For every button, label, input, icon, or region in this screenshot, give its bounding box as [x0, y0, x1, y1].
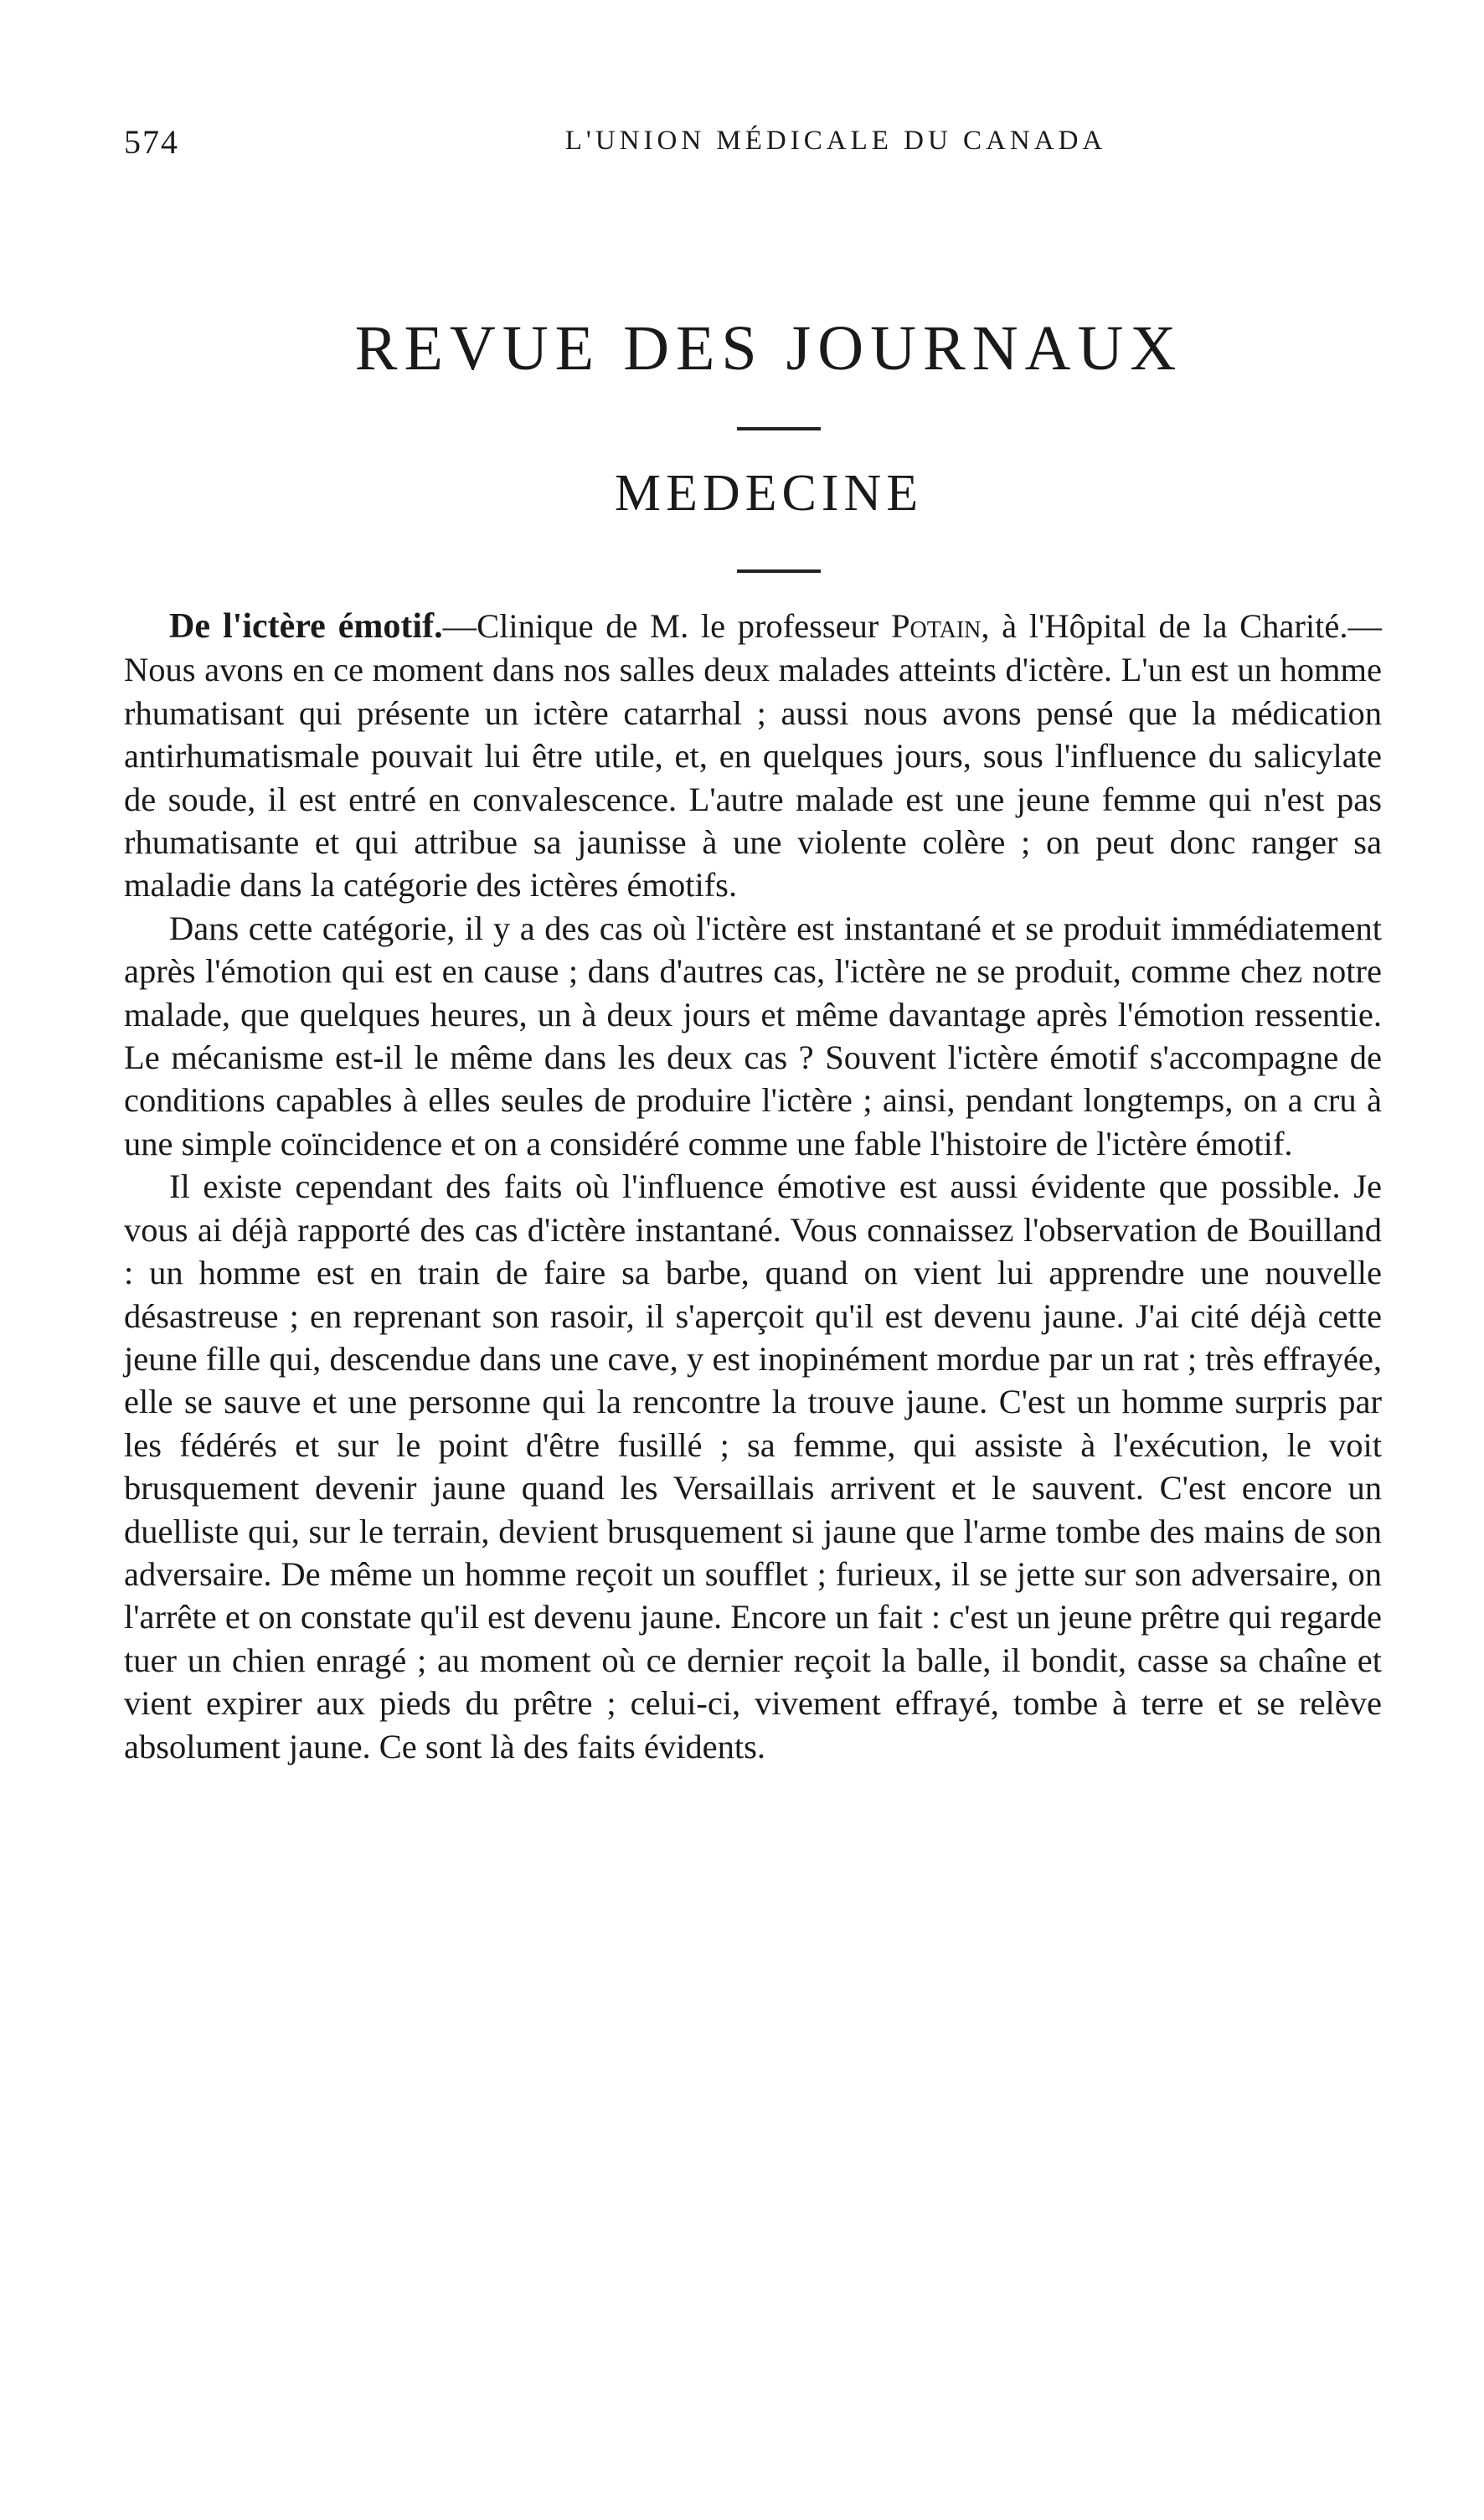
title-divider	[737, 427, 821, 430]
article-paragraph-2: Dans cette catégorie, il y a des cas où l'ictère est instantané et se produit immédiatement après l'émotion qui est en cause ; dans d'autres cas, l'ictère ne se produit, comme chez notre malade, que quelques heures, un à deux jours et même davantage après l'émotion ressentie. Le mécanisme est-il le même dans les deux cas ? Souvent l'ictère émotif s'accompagne de conditions capables à elles seules de produire l'ictère ; ainsi, pendant longtemps, on a cru à une simple coïncidence et on a considéré comme une fable l'histoire de l'ictère émotif.	[124, 909, 1382, 1162]
article-body	[124, 605, 1382, 1768]
journal-title: L'UNION MÉDICALE DU CANADA	[564, 126, 1107, 156]
article-paragraph-1	[124, 605, 1382, 907]
article-paragraph-3: Il existe cependant des faits où l'influence émotive est aussi évidente que possible. Je vous ai déjà rapporté des cas d'ictère instantané. Vous connaissez l'observation de Bouilland : un homme est en train de faire sa barbe, quand on vient lui apprendre une nouvelle désastreuse ; en reprenant son rasoir, il s'aperçoit qu'il est devenu jaune. J'ai cité déjà cette jeune fille qui, descendue dans une cave, y est inopinément mordue par un rat ; très effrayée, elle se sauve et une personne qui la rencontre la trouve jaune. C'est un homme surpris par les fédérés et sur le point d'être fusillé ; sa femme, qui assiste à l'exécution, le voit brusquement devenir jaune quand les Versaillais arrivent et le sauvent. C'est encore un duelliste qui, sur le terrain, devient brusquement si jaune que l'arme tombe des mains de son adversaire. De même un homme reçoit un soufflet ; furieux, il se jette sur son adversaire, on l'arrête et on constate qu'il est devenu jaune. Encore un fait : c'est un jeune prêtre qui regarde tuer un chien enragé ; au moment où ce dernier reçoit la balle, il bondit, casse sa chaîne et vient expirer aux pieds du prêtre ; celui-ci, vivement effrayé, tombe à terre et se relève absolument jaune. Ce sont là des faits évidents.	[124, 1167, 1382, 1765]
article-intro-text: —Clinique de M. le professeur	[442, 607, 892, 645]
subsection-divider	[737, 569, 821, 573]
running-head	[124, 122, 1430, 173]
subsection-title: MEDECINE	[614, 465, 924, 522]
professor-name: Potain	[891, 607, 982, 645]
article-paragraph-1-text: , à l'Hôpital de la Charité.—Nous avons en ce moment dans nos salles deux malades atteints d'ictère. L'un est un homme rhumatisant qui présente un ictère catarrhal ; aussi nous avons pensé que la médication antirhumatismale pouvait lui être utile, et, en quelques jours, sous l'influence du salicylate de soude, il est entré en convalescence. L'autre malade est une jeune femme qui n'est pas rhumatisante et qui attribue sa jaunisse à une violente colère ; on peut donc ranger sa maladie dans la catégorie des ictères émotifs.	[124, 607, 1382, 904]
article-title: De l'ictère émotif.	[169, 607, 443, 646]
section-title: REVUE DES JOURNAUX	[354, 313, 1183, 384]
page-number: 574	[124, 123, 179, 161]
